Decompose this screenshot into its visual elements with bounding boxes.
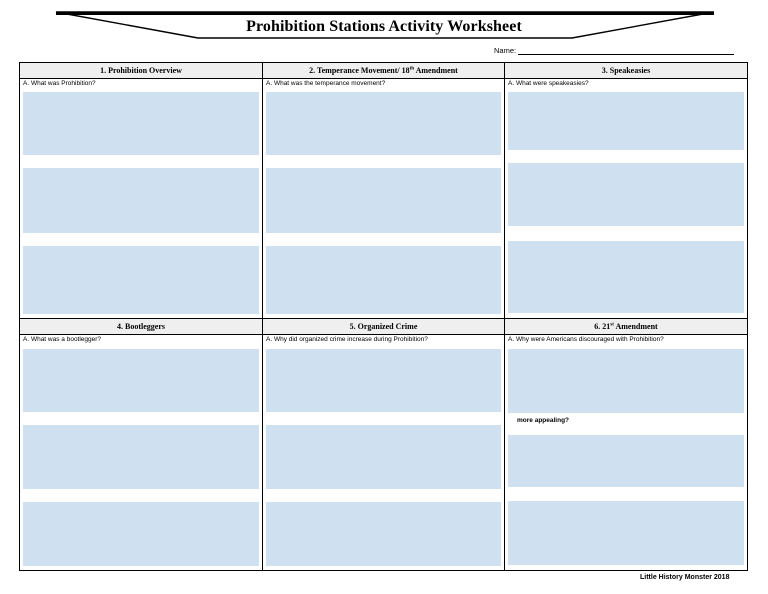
- answer-box[interactable]: [508, 349, 744, 413]
- station-1: [20, 63, 263, 319]
- station-heading: 6. 21st Amendment: [505, 319, 747, 335]
- station-subquestion: more appealing?: [517, 417, 570, 424]
- answer-box[interactable]: [266, 502, 501, 566]
- name-line[interactable]: [518, 47, 734, 55]
- station-heading: 3. Speakeasies: [505, 63, 747, 79]
- answer-box[interactable]: [508, 92, 744, 150]
- station-question: A. What was Prohibition?: [23, 80, 96, 87]
- name-field[interactable]: [494, 46, 734, 55]
- station-heading: 4. Bootleggers: [20, 319, 262, 335]
- station-heading: 1. Prohibition Overview: [20, 63, 262, 79]
- answer-box[interactable]: [266, 425, 501, 489]
- answer-box[interactable]: [508, 435, 744, 487]
- answer-box[interactable]: [23, 502, 259, 566]
- station-heading: 2. Temperance Movement/ 18th Amendment: [263, 63, 504, 79]
- station-3: [505, 63, 747, 319]
- station-question: A. Why were Americans discouraged with Prohibition?: [508, 336, 664, 343]
- station-heading: 5. Organized Crime: [263, 319, 504, 335]
- station-question: A. What was a bootlegger?: [23, 336, 102, 343]
- station-2: [263, 63, 505, 319]
- answer-box[interactable]: [266, 168, 501, 233]
- station-question: A. What were speakeasies?: [508, 80, 589, 87]
- answer-box[interactable]: [23, 349, 259, 412]
- station-6: [505, 319, 747, 570]
- answer-box[interactable]: [23, 246, 259, 314]
- answer-box[interactable]: [266, 92, 501, 155]
- answer-box[interactable]: [266, 349, 501, 412]
- stations-grid: [19, 62, 748, 571]
- name-label: Name:: [494, 46, 517, 55]
- worksheet-title: Prohibition Stations Activity Worksheet: [246, 18, 522, 35]
- station-5: [263, 319, 505, 570]
- answer-box[interactable]: [23, 168, 259, 233]
- answer-box[interactable]: [23, 92, 259, 155]
- station-4: [20, 319, 263, 570]
- station-question: A. Why did organized crime increase during Prohibition?: [266, 336, 428, 343]
- answer-box[interactable]: [23, 425, 259, 489]
- footer-credit: Little History Monster 2018: [640, 574, 730, 581]
- answer-box[interactable]: [266, 246, 501, 314]
- station-question: A. What was the temperance movement?: [266, 80, 386, 87]
- answer-box[interactable]: [508, 163, 744, 226]
- answer-box[interactable]: [508, 501, 744, 565]
- answer-box[interactable]: [508, 241, 744, 313]
